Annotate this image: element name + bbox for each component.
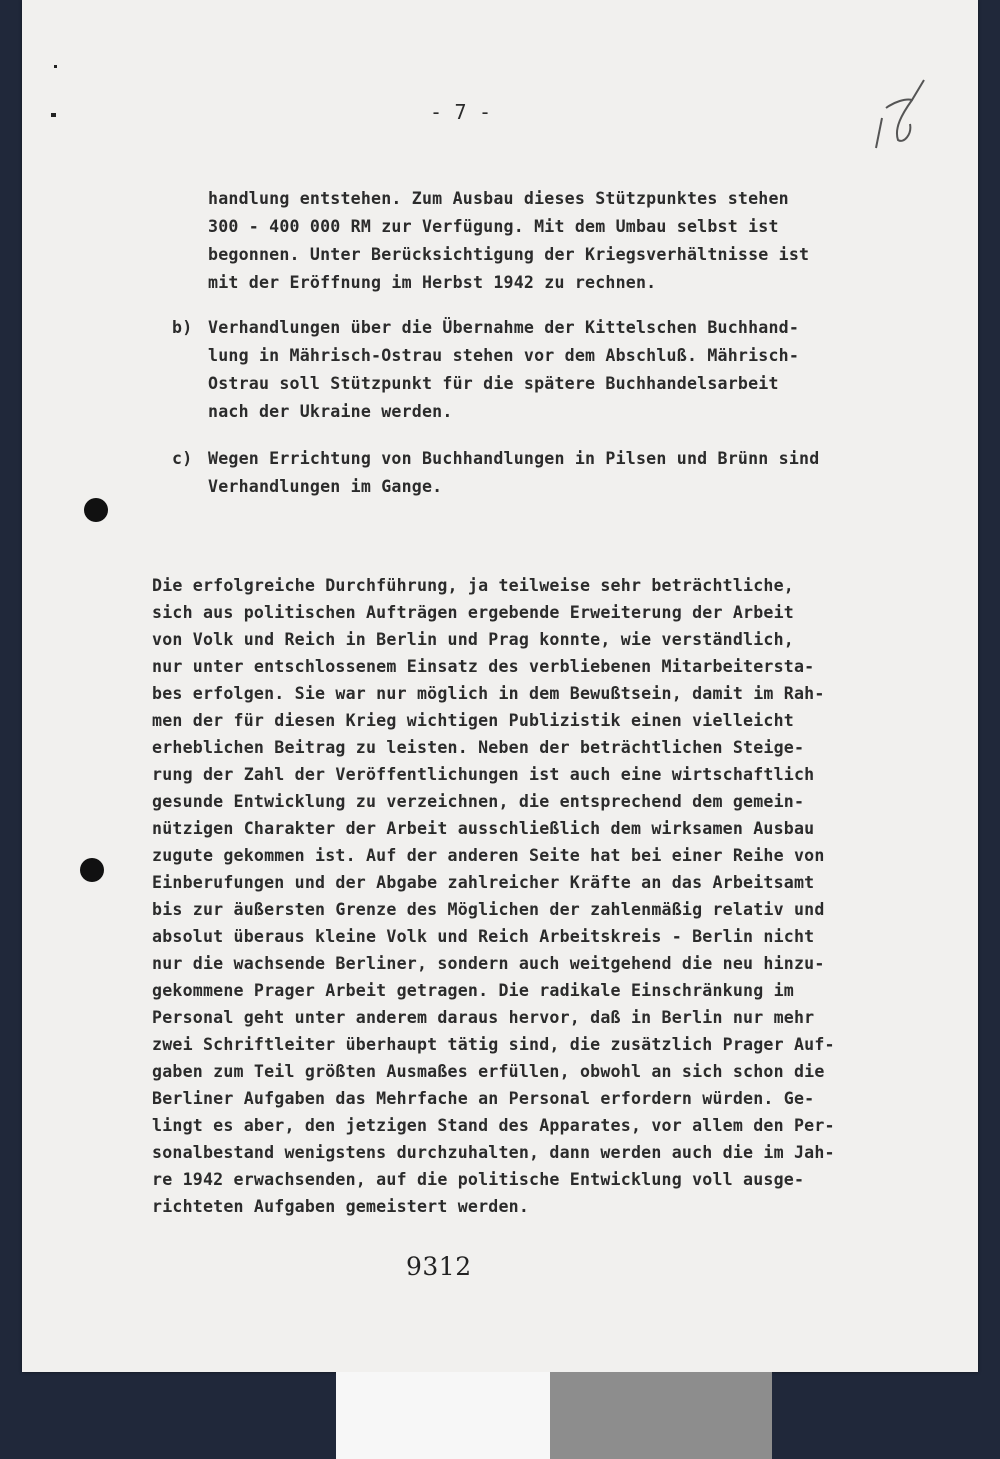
paragraph-line: von Volk und Reich in Berlin und Prag konnte, wie verständlich, [152,630,794,649]
paragraph-line: bes erfolgen. Sie war nur möglich in dem Bewußtsein, damit im Rah- [152,684,825,703]
paragraph-line: Berliner Aufgaben das Mehrfache an Personal erfordern würden. Ge- [152,1089,815,1108]
punch-hole [84,498,108,522]
paragraph-line: sonalbestand wenigstens durchzuhalten, dann werden auch die im Jah- [152,1143,835,1162]
paragraph-line: gekommene Prager Arbeit getragen. Die radikale Einschränkung im [152,981,794,1000]
paragraph-line: nur unter entschlossenem Einsatz des verbliebenen Mitarbeitersta- [152,657,815,676]
intro-line: begonnen. Unter Berücksichtigung der Kriegsverhältnisse ist [208,245,810,264]
paragraph-line: zugute gekommen ist. Auf der anderen Seite hat bei einer Reihe von [152,846,825,865]
paragraph-line: nur die wachsende Berliner, sondern auch weitgehend die neu hinzu- [152,954,825,973]
list-item-label: b) [172,318,193,337]
paragraph-line: absolut überaus kleine Volk und Reich Arbeitskreis - Berlin nicht [152,927,815,946]
punch-hole [80,858,104,882]
intro-line: 300 - 400 000 RM zur Verfügung. Mit dem Umbau selbst ist [208,217,779,236]
handwritten-folio [872,78,932,150]
document-page [22,0,978,1372]
paragraph-line: bis zur äußersten Grenze des Möglichen der zahlenmäßig relativ und [152,900,825,919]
handwritten-folio-svg [872,78,932,150]
list-item-line: Verhandlungen über die Übernahme der Kittelschen Buchhand- [208,318,800,337]
calibration-strip-white [336,1372,550,1459]
paragraph-line: sich aus politischen Aufträgen ergebende Erweiterung der Arbeit [152,603,794,622]
paragraph-line: Personal geht unter anderem daraus hervor, daß in Berlin nur mehr [152,1008,815,1027]
calibration-strip-grey [550,1372,772,1459]
list-item-line: Verhandlungen im Gange. [208,477,443,496]
paragraph-line: Einberufungen und der Abgabe zahlreicher Kräfte an das Arbeitsamt [152,873,815,892]
margin-mark [54,65,57,68]
paragraph-line: lingt es aber, den jetzigen Stand des Apparates, vor allem den Per- [152,1116,835,1135]
paragraph-line: gaben zum Teil größten Ausmaßes erfüllen, obwohl an sich schon die [152,1062,825,1081]
paragraph-line: men der für diesen Krieg wichtigen Publizistik einen vielleicht [152,711,794,730]
paragraph-line: Die erfolgreiche Durchführung, ja teilweise sehr beträchtliche, [152,576,794,595]
intro-line: handlung entstehen. Zum Ausbau dieses Stützpunktes stehen [208,189,789,208]
document-number: 9312 [406,1252,472,1281]
paragraph-line: rung der Zahl der Veröffentlichungen ist auch eine wirtschaftlich [152,765,815,784]
paragraph-line: richteten Aufgaben gemeistert werden. [152,1197,530,1216]
list-item-line: nach der Ukraine werden. [208,402,453,421]
list-item-line: lung in Mährisch-Ostrau stehen vor dem Abschluß. Mährisch- [208,346,800,365]
intro-line: mit der Eröffnung im Herbst 1942 zu rechnen. [208,273,657,292]
paragraph-line: erheblichen Beitrag zu leisten. Neben der beträchtlichen Steige- [152,738,805,757]
margin-mark [51,113,56,117]
paragraph-line: gesunde Entwicklung zu verzeichnen, die entsprechend dem gemein- [152,792,805,811]
list-item-label: c) [172,449,193,468]
list-item-line: Ostrau soll Stützpunkt für die spätere Buchhandelsarbeit [208,374,779,393]
paragraph-line: nützigen Charakter der Arbeit ausschließlich dem wirksamen Ausbau [152,819,815,838]
paragraph-line: re 1942 erwachsenden, auf die politische Entwicklung voll ausge- [152,1170,805,1189]
page-number: - 7 - [430,100,492,124]
paragraph-line: zwei Schriftleiter überhaupt tätig sind, die zusätzlich Prager Auf- [152,1035,835,1054]
list-item-line: Wegen Errichtung von Buchhandlungen in Pilsen und Brünn sind [208,449,820,468]
